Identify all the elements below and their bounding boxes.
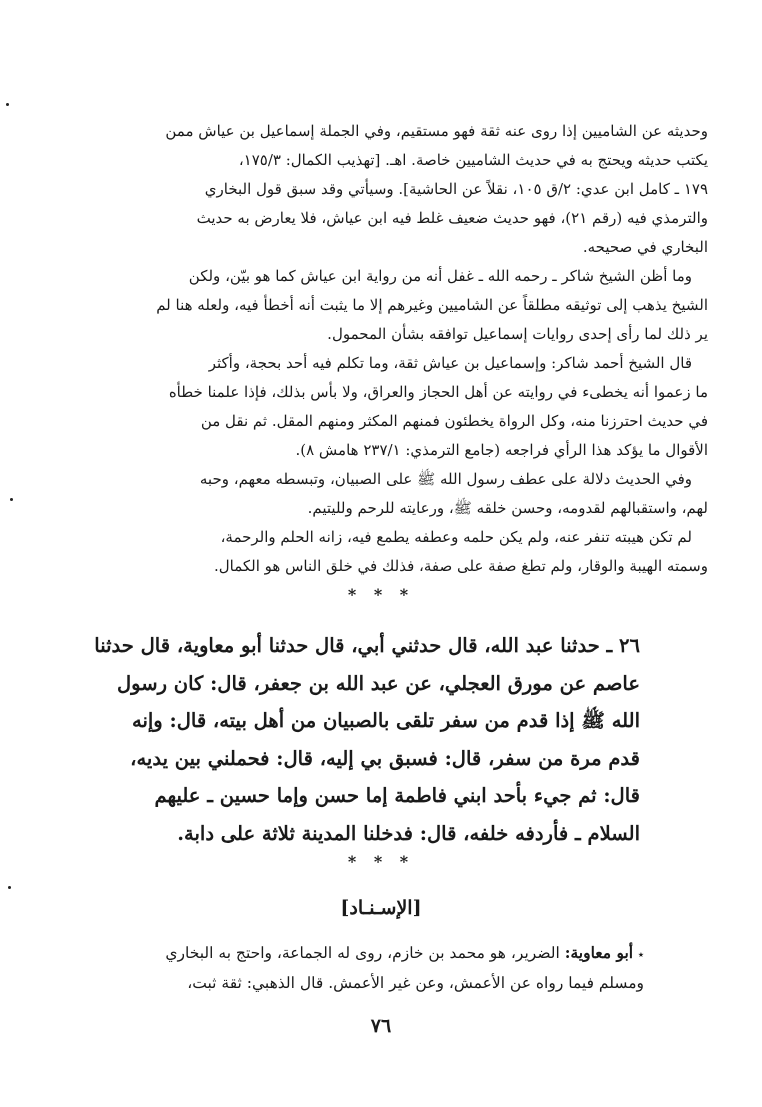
commentary-paragraph bbox=[96, 465, 708, 494]
hadith-line: الله ﷺ إذا قدم من سفر تلقى بالصبيان من أهل بيته، قال: وإنه bbox=[132, 709, 640, 732]
margin-speck bbox=[8, 886, 11, 889]
commentary-paragraph bbox=[96, 349, 708, 378]
narrator-name: أبو معاوية: bbox=[564, 943, 634, 962]
commentary-paragraph-cont bbox=[96, 291, 708, 349]
text-line: ير ذلك لما رأى إحدى روايات إسماعيل توافقه بشأن المحمول. bbox=[327, 325, 708, 343]
text-line: الشيخ يذهب إلى توثيقه مطلقاً عن الشاميين وغيرهم إلا ما يثبت أنه أخطأ فيه، ولعله هنا لم bbox=[156, 296, 708, 314]
commentary-paragraph-cont bbox=[96, 552, 708, 581]
hadith-line: عاصم عن مورق العجلي، عن عبد الله بن جعفر، قال: كان رسول bbox=[116, 671, 640, 695]
text-line: لهم، واستقبالهم لقدومه، وحسن خلقه ﷺ، ورعايته للرحم ولليتيم. bbox=[307, 499, 708, 517]
commentary-paragraph bbox=[96, 523, 708, 552]
text-line: البخاري في صحيحه. bbox=[582, 238, 708, 256]
text-line: ومسلم فيما رواه عن الأعمش، وعن غير الأعمش. قال الذهبي: ثقة ثبت، bbox=[187, 974, 644, 992]
text-line: ١٧٩ ـ كامل ابن عدي: ٢/ق ١٠٥، نقلاً عن الحاشية]. وسيأتي وقد سبق قول البخاري bbox=[204, 180, 708, 198]
commentary-paragraph-cont bbox=[96, 494, 708, 523]
text-line: يكتب حديثه ويحتج به في حديث الشاميين خاصة. اهـ. [تهذيب الكمال: ١٧٥/٣، bbox=[238, 151, 708, 169]
text-line: وسمته الهيبة والوقار، ولم تطغ صفة على صفة، فذلك في خلق الناس هو الكمال. bbox=[213, 557, 708, 575]
star-icon: ⭑ bbox=[638, 948, 644, 961]
section-separator: * * * bbox=[347, 852, 415, 871]
text-line: ما زعموا أنه يخطىء في روايته عن أهل الحجاز والعراق، ولا بأس بذلك، فإذا علمنا خطأه bbox=[168, 383, 708, 401]
margin-speck bbox=[6, 103, 9, 106]
text-line: والترمذي فيه (رقم ٢١)، فهو حديث ضعيف غلط فيه ابن عياش، فلا يعارض به حديث bbox=[196, 209, 708, 227]
text-line: وفي الحديث دلالة على عطف رسول الله ﷺ على الصبيان، وتبسطه معهم، وحبه bbox=[199, 470, 692, 488]
text-line: الأقوال ما يؤكد هذا الرأي فراجعه (جامع الترمذي: ٢٣٧/١ هامش ٨). bbox=[295, 441, 708, 459]
narrator-description: الضرير، هو محمد بن خازم، روى له الجماعة، واحتج به البخاري bbox=[165, 944, 560, 962]
hadith-block bbox=[86, 627, 640, 852]
page-number: ٧٦ bbox=[370, 1015, 392, 1037]
hadith-line: ٢٦ ـ حدثنا عبد الله، قال حدثني أبي، قال حدثنا أبو معاوية، قال حدثنا bbox=[94, 634, 640, 657]
commentary-paragraph-cont bbox=[96, 378, 708, 465]
text-line: وما أظن الشيخ شاكر ـ رحمه الله ـ غفل أنه من رواية ابن عياش كما هو بيّن، ولكن bbox=[188, 267, 692, 285]
isnad-block bbox=[96, 938, 644, 998]
text-line bbox=[96, 938, 644, 969]
hadith-line: قال: ثم جيء بأحد ابني فاطمة إما حسن وإما حسين ـ عليهم bbox=[154, 784, 640, 807]
text-line: قال الشيخ أحمد شاكر: وإسماعيل بن عياش ثقة، وما تكلم فيه أحد بحجة، وأكثر bbox=[208, 354, 692, 372]
text-line: لم تكن هيبته تنفر عنه، ولم يكن حلمه وعطفه يطمع فيه، زانه الحلم والرحمة، bbox=[220, 528, 692, 546]
hadith-line: السلام ـ فأردفه خلفه، قال: فدخلنا المدينة ثلاثة على دابة. bbox=[177, 821, 640, 845]
commentary-block bbox=[96, 117, 708, 581]
text-line: في حديث احترزنا منه، وكل الرواة يخطئون فمنهم المكثر ومنهم المقل. ثم نقل من bbox=[200, 412, 708, 430]
isnad-heading: [الإسـنـاد] bbox=[340, 897, 422, 919]
commentary-paragraph bbox=[96, 117, 708, 262]
text-line: وحديثه عن الشاميين إذا روى عنه ثقة فهو مستقيم، وفي الجملة إسماعيل بن عياش ممن bbox=[165, 122, 708, 140]
section-separator: * * * bbox=[347, 585, 415, 604]
hadith-line: قدم مرة من سفر، قال: فسبق بي إليه، قال: فحملني بين يديه، bbox=[130, 746, 640, 770]
margin-speck bbox=[10, 498, 13, 501]
commentary-paragraph bbox=[96, 262, 708, 291]
